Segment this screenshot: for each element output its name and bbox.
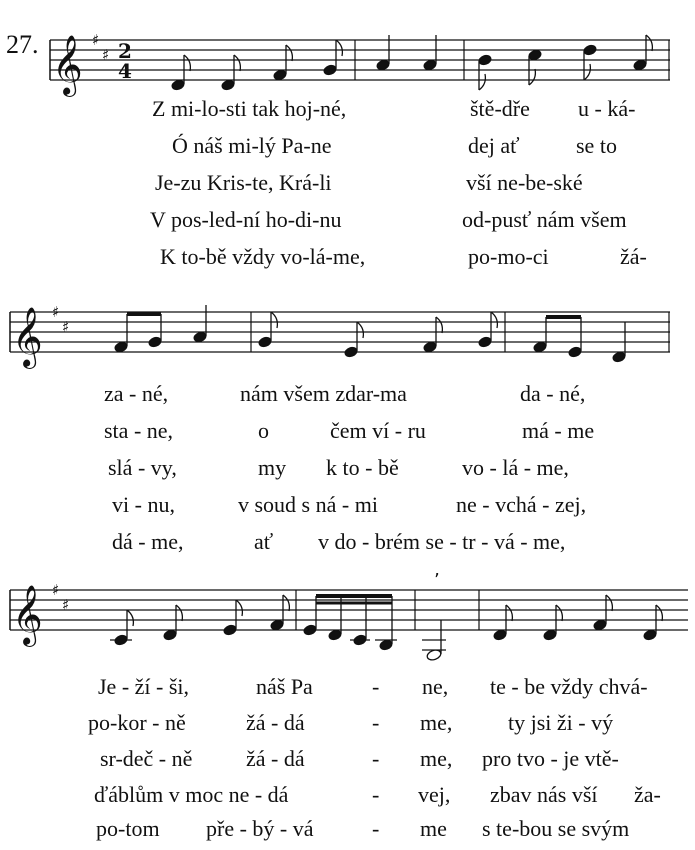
svg-text:♯: ♯ <box>52 581 60 599</box>
lyric-s2-v3-c: k to - bě <box>326 455 399 480</box>
time-signature-top: 2 <box>118 39 132 63</box>
lyric-s1-v1-b: ště-dře <box>470 96 530 121</box>
lyric-s2-v5-b: ať <box>254 529 274 554</box>
notes-system-3 <box>110 595 662 662</box>
lyric-s3-v4-c: vej, <box>418 782 451 807</box>
lyric-s1-v2-a: Ó náš mi-lý Pa-ne <box>172 133 332 158</box>
svg-text:♯: ♯ <box>62 318 70 336</box>
treble-clef: 𝄞 <box>52 35 83 95</box>
lyric-s1-v3-a: Je-zu Kris-te, Krá-li <box>155 170 332 195</box>
lyric-s2-v4-b: v soud s ná - mi <box>238 492 378 517</box>
lyric-s3-v3-a: sr-deč - ně <box>100 746 193 771</box>
lyric-s2-v3-b: my <box>258 455 287 480</box>
lyric-s3-v1-a: Je - ží - ši, <box>98 674 190 699</box>
lyric-s2-v2-d: má - me <box>522 418 595 443</box>
svg-text:♯: ♯ <box>92 31 100 49</box>
lyric-s3-v5-b: pře - bý - vá <box>206 816 314 841</box>
lyric-s3-v3-e: pro tvo - je vtě- <box>482 746 619 771</box>
lyric-s2-v5-c: v do - brém se - tr - vá - me, <box>318 529 566 554</box>
lyric-s3-v1-e: te - be vždy chvá- <box>490 674 648 699</box>
time-signature-bottom: 4 <box>118 59 132 83</box>
lyric-s1-v4-a: V pos-led-ní ho-di-nu <box>150 207 342 232</box>
lyric-s3-v2-b: žá - dá <box>246 710 305 735</box>
lyric-s3-v3-b: žá - dá <box>246 746 305 771</box>
lyric-s2-v1-b: nám všem zdar-ma <box>240 381 407 406</box>
lyric-s3-v2-c: - <box>372 710 380 735</box>
lyric-s3-v3-d: me, <box>420 746 453 771</box>
lyric-s2-v4-a: vi - nu, <box>112 492 175 517</box>
lyric-s1-v1-a: Z mi-lo-sti tak hoj-né, <box>152 96 347 121</box>
svg-text:♯: ♯ <box>52 303 60 321</box>
lyric-s1-v1-c: u - ká- <box>578 96 636 121</box>
staff-1 <box>50 40 670 80</box>
lyric-s2-v3-a: slá - vy, <box>108 455 177 480</box>
lyric-s3-v5-d: me <box>420 816 447 841</box>
hymn-number: 27. <box>6 30 39 59</box>
lyric-s3-v5-a: po-tom <box>96 816 160 841</box>
lyric-s3-v4-b: - <box>372 782 380 807</box>
lyric-s3-v5-e: s te-bou se svým <box>482 816 630 841</box>
lyric-s3-v1-c: - <box>372 674 380 699</box>
lyric-s1-v3-b: vší ne-be-ské <box>466 170 583 195</box>
lyric-s3-v1-b: náš Pa <box>256 674 313 699</box>
lyric-s2-v1-a: za - né, <box>104 381 169 406</box>
lyric-s1-v2-b: dej ať <box>468 133 520 158</box>
lyric-s1-v5-b: po-mo-ci <box>468 244 549 269</box>
treble-clef: 𝄞 <box>12 585 43 645</box>
lyric-s1-v5-c: žá- <box>620 244 647 269</box>
lyric-s3-v3-c: - <box>372 746 380 771</box>
lyric-s3-v1-d: ne, <box>422 674 449 699</box>
lyric-s3-v2-a: po-kor - ně <box>88 710 186 735</box>
lyric-s1-v5-a: K to-bě vždy vo-lá-me, <box>160 244 366 269</box>
lyric-s3-v4-a: ďáblům v moc ne - dá <box>94 782 289 807</box>
treble-clef: 𝄞 <box>12 307 43 367</box>
lyric-s2-v1-c: da - né, <box>520 381 586 406</box>
lyric-s1-v2-c: se to <box>576 133 617 158</box>
lyric-s3-v5-c: - <box>372 816 380 841</box>
lyric-s2-v2-b: o <box>258 418 269 443</box>
lyric-s2-v3-d: vo - lá - me, <box>462 455 569 480</box>
notes-system-2 <box>114 305 626 363</box>
lyric-s2-v2-c: čem ví - ru <box>330 418 426 443</box>
lyric-s2-v5-a: dá - me, <box>112 529 184 554</box>
notes-system-1 <box>171 35 652 91</box>
lyric-s3-v2-d: me, <box>420 710 453 735</box>
lyric-s3-v4-e: ža- <box>634 782 661 807</box>
lyric-s3-v2-e: ty jsi ži - vý <box>508 710 614 735</box>
breath-mark: ’ <box>434 570 440 591</box>
lyric-s2-v4-c: ne - vchá - zej, <box>456 492 587 517</box>
lyric-s3-v4-d: zbav nás vší <box>490 782 598 807</box>
svg-text:♯: ♯ <box>62 596 70 614</box>
lyric-s2-v2-a: sta - ne, <box>104 418 174 443</box>
svg-text:♯: ♯ <box>102 46 110 64</box>
lyric-s1-v4-b: od-pusť nám všem <box>462 207 627 232</box>
